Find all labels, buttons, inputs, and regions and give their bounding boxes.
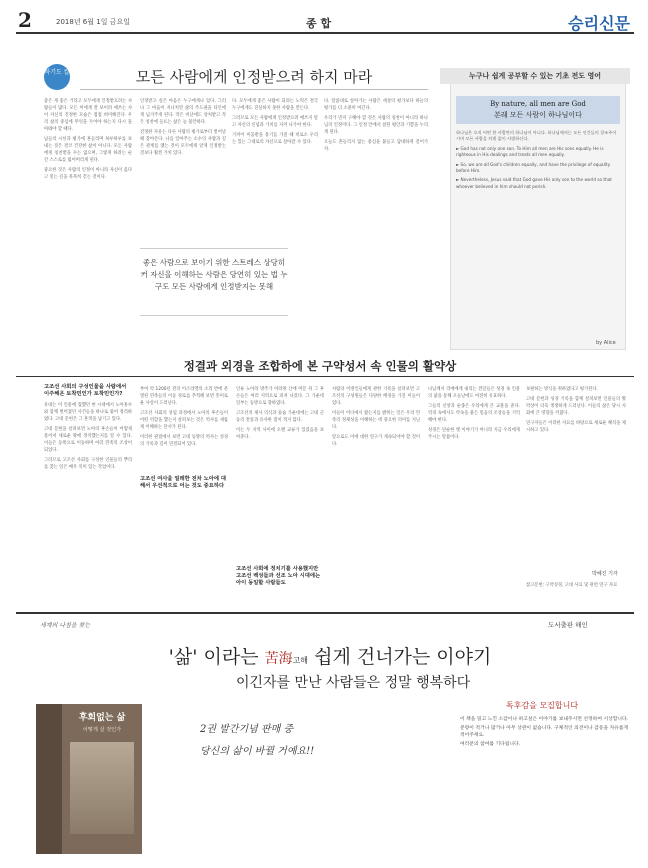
page-header bbox=[16, 10, 634, 34]
sidebar-signature: by Alice bbox=[596, 340, 616, 346]
ad-handwritten-line-1: 2권 발간기념 판매 중 bbox=[200, 724, 294, 735]
paragraph: 고대 문헌과 성경 기록을 함께 살펴보면 인물들의 활약상이 더욱 생생하게 드러난다. 이들의 삶은 당시 사회에 큰 영향을 끼쳤다. bbox=[526, 397, 626, 416]
ad-handwritten-line-2: 당신의 삶이 바뀔 거예요!! bbox=[200, 746, 315, 757]
banner-english: By nature, all men are God bbox=[490, 100, 586, 108]
book-subtitle: 어떻게 살 것인가 bbox=[82, 727, 122, 733]
paragraph: ► God has not only one son. To Him all men are His sons equally. He is righteous in His dealings and treats all men equally. bbox=[456, 145, 604, 158]
feature-column-1 bbox=[44, 402, 132, 606]
essay-contest-body bbox=[460, 716, 632, 776]
feature-title: 정결과 외경을 조합하에 본 구약성서 속 인물의 활약상 bbox=[183, 359, 457, 373]
paragraph: 그러므로 고조선 사회를 구성한 인물들의 뿌리를 찾는 일은 매우 의미 있는 작업이다. bbox=[44, 458, 132, 470]
paragraph: 이러한 관점에서 보면 고대 동방의 역사는 성경의 기록과 깊이 연결되어 있다. bbox=[140, 435, 228, 447]
pull-quote: 좋은 사람으로 보이기 위한 스트레스 상당히 커 자신을 이해하는 사람은 당연히 있는 법 누구도 모든 사람에게 인정받지는 못해 bbox=[140, 248, 288, 316]
book-spine bbox=[36, 704, 62, 854]
paragraph: 그러므로 모든 사람에게 인정받으려 애쓰지 말고 자신의 신념과 가치를 지켜 나가야 한다. bbox=[232, 116, 318, 128]
page-number: 2 bbox=[18, 8, 32, 32]
headline-reading: 고해 bbox=[292, 656, 309, 665]
paragraph: 고대 문헌을 살펴보면 노아의 후손들이 어떻게 흩어져 새로운 땅에 정착했는지를 알 수 있다. 이들은 동쪽으로 이동하며 여러 민족의 조상이 되었다. bbox=[44, 427, 132, 453]
paragraph: 다. 말씀대로 살아가는 사람은 세상의 평가보다 하늘의 평가를 더 소중히 여긴다. bbox=[324, 99, 428, 111]
paragraph: 인류 노아의 방주가 아라랏 산에 머문 뒤 그 후손들은 여러 지역으로 퍼져 나갔다. 그 가운데 일부는 동방으로 향하였다. bbox=[236, 387, 324, 406]
paragraph: 기꺼이 미움받을 용기를 가질 때 비로소 우리는 있는 그대로의 자신으로 살아갈 수 있다. bbox=[232, 133, 318, 145]
paragraph: 보편하는 방식을 취하였다고 평가된다. bbox=[526, 387, 598, 392]
paragraph: 인정받고 싶은 마음은 누구에게나 있다. 그러나 그 마음이 지나치면 삶의 주도권을 타인에게 넘겨주게 된다. 작은 비난에도 상처받고 작은 칭찬에 들뜨는 삶은 늘 불안하다. bbox=[140, 99, 226, 125]
paragraph: 나님께서 리에에게 내리는 전달들은 성경 속 인물의 삶을 통해 오늘날에도 여전히 유효하다. bbox=[428, 387, 520, 399]
feature-column-3 bbox=[236, 386, 324, 596]
lead-column-2 bbox=[140, 98, 226, 240]
paragraph: 남들의 시선과 평가에 흔들리며 하루하루를 보내는 것은 결코 건강한 삶이 아니다. 모든 사람에게 칭찬받을 수는 없으며, 그렇게 하려는 순간 스스로를 잃어버리게 된다. bbox=[44, 137, 132, 163]
paragraph: 부여 약 1200년 전의 이스라엘의 소리 반에 분열된 민족들의 이동 경로를 추적해 보면 흥미로운 사실이 드러난다. bbox=[140, 387, 228, 406]
feature-column-2 bbox=[140, 386, 228, 470]
paragraph: 이 책을 읽고 느낀 소감이나 하고싶은 이야기를 보내주시면 선정하여 시상합니다. bbox=[460, 717, 629, 722]
paragraph: 그들의 신앙과 순종은 우리에게 큰 교훈을 준다. 역경 속에서도 약속을 붙든 믿음의 조상들을 기억해야 한다. bbox=[428, 404, 520, 423]
feature-footnote bbox=[526, 582, 626, 604]
book-title: 후회없는 삶 bbox=[78, 713, 126, 723]
paragraph: 하나님은 오직 어떤 한 사람만의 하나님이 아니다. 하나님께서는 모든 인간들의 창조주이시며 모든 사람을 차별 없이 사랑하신다. bbox=[456, 130, 617, 142]
footnote-text: 참고문헌: 구약성경, 고대 사료 및 관련 연구 자료 bbox=[526, 583, 618, 588]
banner-korean: 본래 모든 사람이 하나님이다 bbox=[494, 111, 582, 119]
paragraph: 연구자들은 이러한 자료를 바탕으로 새로운 해석을 제시하고 있다. bbox=[526, 421, 626, 433]
paragraph: 다. 모두에게 좋은 사람이 되려는 노력은 결국 누구에게도 진실하지 못한 사람을 만든다. bbox=[232, 99, 318, 111]
paragraph: 좋은 게 좋은 거라고 모두에게 인정받으려는 사람들이 많다. 모든 이에게 잘 보이려 애쓰는 사이 자신의 진정한 모습은 점점 희미해진다. 우리 삶의 중심에 무엇을 두어야 하는지 다시 돌아봐야 할 때다. bbox=[44, 99, 132, 132]
paragraph: ► Nevertheless, Jesus said that God gave His only son to the world so that whoever believed in him should not perish. bbox=[456, 177, 612, 189]
lead-column-1 bbox=[44, 98, 132, 348]
paragraph: 성경은 단순한 옛 이야기가 아니라 지금 우리에게 주시는 말씀이다. bbox=[428, 428, 520, 440]
paragraph: 고조선 사회의 성립 과정에서 노아의 후손들이 어떤 역할을 했는지 살펴보는 것은 역사를 새롭게 이해하는 단서가 된다. bbox=[140, 411, 228, 430]
sidebar-body bbox=[456, 130, 620, 340]
paragraph: 앞으로도 이에 대한 연구가 계속되어야 할 것이다. bbox=[332, 435, 420, 447]
paragraph: 오늘도 흔들리지 않는 중심을 붙들고 담대하게 걸어가자. bbox=[324, 140, 428, 152]
lead-article-title: 모든 사람에게 인정받으려 하지 마라 bbox=[80, 64, 428, 90]
paragraph: 여러분의 참여를 기다립니다. bbox=[460, 742, 521, 747]
headline-part: 쉽게 건너가는 이야기 bbox=[314, 646, 492, 668]
paragraph: 중요한 것은 사람의 인정이 아니라 자신이 옳다고 믿는 길을 묵묵히 걷는 것이다. bbox=[44, 168, 132, 180]
feature-column-5 bbox=[428, 386, 520, 606]
paragraph: 사람과 이방인들에게 관한 기록을 살펴보면 고조선의 구성원들은 다양한 배경을 가진 이들이었다. bbox=[332, 387, 420, 406]
newspaper-logo: 승리신문 bbox=[568, 14, 630, 33]
ad-headline bbox=[100, 642, 560, 668]
book-cover-image bbox=[70, 742, 134, 834]
publisher-name: 도서출판 해인 bbox=[548, 621, 588, 629]
sidebar-heading: 누구나 쉽게 공부할 수 있는 기초 전도 영어 bbox=[440, 68, 630, 84]
paragraph: 이들이 어디에서 왔는지를 밝히는 일은 우리 민족의 정체성을 이해하는 데 중요한 의미를 지닌다. bbox=[332, 411, 420, 430]
feature-subhead: 고조선 사회에 정치기를 사용했지만 고조선 백성들과 선조 노아 시대에는 아이 동일할 사람들도 bbox=[236, 566, 321, 586]
headline-highlight: 苦海 bbox=[264, 651, 293, 667]
divider bbox=[16, 376, 634, 377]
reporter-byline: 박혜진 기자 bbox=[592, 571, 618, 577]
paragraph: 우리가 먼저 구해야 할 것은 사람의 칭찬이 아니라 하나님의 인정이다. 그 인정 안에서 참된 평안과 기쁨을 누리게 된다. bbox=[324, 116, 428, 135]
feature-subhead: 고조선 사회의 구성인물을 사람에서 이주해온 토착민인가 토착민인가? bbox=[44, 384, 127, 397]
paragraph: 분량이 적거나 많거나 아무 상관이 없습니다. 구체적인 의견이나 감동을 자유롭게 적어주세요. bbox=[460, 726, 629, 738]
column-badge: 하기도 칼 bbox=[44, 64, 70, 90]
issue-date: 2018년 6월 1일 금요일 bbox=[56, 18, 130, 26]
paragraph: 진정한 자유는 다른 사람의 평가로부터 벗어날 때 찾아온다. 나를 알아주는 소수의 사람과 깊은 관계를 맺는 것이 모두에게 얕게 인정받는 것보다 훨씬 가치 있다. bbox=[140, 130, 226, 156]
paragraph: 유대는 이 인물에 접했던 한 시대에서 노아홍수와 함께 벌어졌던 사건들을 하나로 묶어 정리하였다. 고대 문헌은 그 흔적을 남기고 있다. bbox=[44, 403, 132, 422]
section-name: 종 합 bbox=[306, 17, 332, 30]
lead-column-4 bbox=[324, 98, 428, 348]
feature-subhead: 고조선 여사울 얼레한 전차 노아에 대해서 우선적으로 어는 것도 중요하다 bbox=[140, 476, 226, 489]
feature-column-4 bbox=[332, 386, 420, 606]
paragraph: ► So, we are all God's children equally, and have the privilege of equality before Him. bbox=[456, 161, 611, 174]
headline-part: '삶' 이라는 bbox=[168, 646, 259, 668]
ad-left-label: 세계의 나침을 찾는 bbox=[40, 622, 91, 629]
essay-contest-heading: 독후감을 모집합니다 bbox=[506, 701, 579, 710]
feature-column-6 bbox=[526, 386, 626, 566]
paragraph: 고조선의 제사 의식과 풍습 가운데에는 고대 근동의 전통과 유사한 점이 적지 않다. bbox=[236, 411, 324, 423]
sidebar-banner bbox=[456, 96, 620, 124]
lead-column-3 bbox=[232, 98, 318, 240]
paragraph: 이는 두 지역 사이에 오랜 교류가 있었음을 보여준다. bbox=[236, 428, 324, 440]
ad-subheadline: 이긴자를 만난 사람들은 정말 행복하다 bbox=[236, 675, 471, 691]
